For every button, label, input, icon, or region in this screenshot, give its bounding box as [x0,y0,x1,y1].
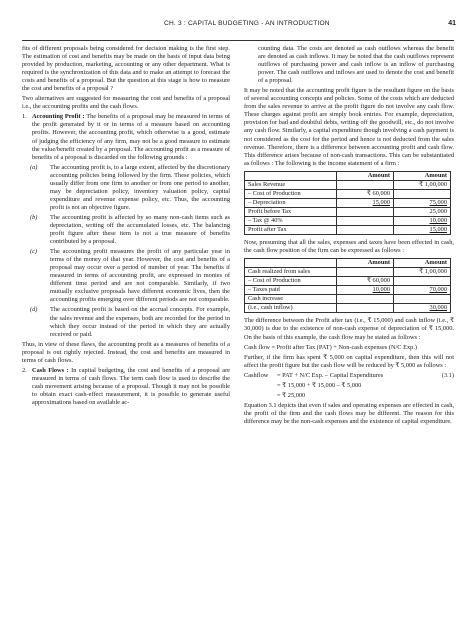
table-row [245,180,451,189]
list-item-accounting-profit [22,113,230,161]
table-cell: 15,000 [337,198,394,207]
sub-item-text: The accounting profit measures the profit of any particular year in terms of the money of that year. However, the cost and benefits of a proposal may occur over a period of number of year. The benefits if measured in terms of accounting profit, are expressed in monies of different time period and are not comparable. Similarly, if two mutually exclusive proposals have different economic lives, then the accounting profits emerging over different periods are not comparable. [50,248,230,304]
table-cell: – Taxes paid [245,286,337,295]
table-row [245,304,451,313]
table-cell: – Cost of Production [245,277,337,286]
paragraph: Thus, in view of these flaws, the accounting profit as a measures of benefits of a proposal is out rightly rejected. Instead, the cost and benefits are measured in terms of cash flows. [22,340,230,364]
table-cell [394,277,451,286]
item-number: 1. [22,113,27,121]
paragraph: Cash flow = Profit after Tax (PAT) + Non-cash expenses (N/C Exp.) [244,343,418,351]
list-item-cash-flows [22,367,230,407]
table-row [245,295,451,304]
paragraph: Further, if the firm has spent ₹ 5,000 on capital expenditure, then this will not affect the profit figure but the cash flow will be reduced by ₹ 5,000 as follows : [244,353,454,369]
table-header: Amount [394,171,451,180]
item-title: Accounting Profit : [32,113,85,121]
header-rule [22,40,454,41]
table-row [245,277,451,286]
table-cell [337,295,394,304]
equation-line: = ₹ 15,000 + ₹ 15,000 – ₹ 5,000 [277,381,362,389]
paragraph: Two alternatives are suggested for measuring the cost and benefits of a proposal i.e., the accounting profits and the cash flows. [22,95,230,111]
table-cell: 70,000 [394,286,451,295]
table-cell: ₹ 1,00,000 [394,180,451,189]
table-cell [337,225,394,234]
equation-line: = ₹ 25,000 [277,391,306,399]
table-row [245,268,451,277]
table-cell: ₹ 60,000 [337,189,394,198]
table-cell [337,207,394,216]
page-number: 41 [448,20,456,27]
item-text: The benefits of a proposal may be measured in terms of the profit generated by it or in terms of a measure based on accounting profits. However, the accounting profit, which otherwise is a good, estimate of judging the efficiency of any firm, may not be a good measure to estimate the value/benefit created by a proposal. The accounting profit as a measure of benefits of a proposal is discarded on the following grounds : [32,113,230,161]
paragraph: The difference between the Profit after tax (i.e., ₹ 15,000) and cash inflow (i.e., ₹ 30,000) is due to the existence of non-cash expense of depreciation of ₹ 15,000. On the basis of this example, the cash flow may be stated as follows : [244,317,454,341]
table-header: Amount [394,259,451,268]
equation-number: (3.1) [441,371,454,379]
table-cell: Cash realized from sales [245,268,337,277]
sub-item-d [30,306,230,338]
table-cell: Cash increase [245,295,337,304]
table-row [245,216,451,225]
table-cell: – Depreciation [245,198,337,207]
equation-text: = PAT + N/C Exp. – Capital Expenditures [277,371,384,379]
equation-block [244,372,454,400]
cash-flow-table [244,258,451,313]
table-header [245,171,337,180]
paragraph: Now, presuming that all the sales, expenses and taxes have been effected in cash, the cash flow position of the firm can be expressed as follows : [244,239,454,255]
table-cell: Sales Revenue [245,180,337,189]
table-cell: 10,000 [394,216,451,225]
table-cell: ₹ 60,000 [337,277,394,286]
sub-item-a [30,164,230,212]
table-cell [394,295,451,304]
paragraph: It may be noted that the accounting profit figure is the resultant figure on the basis of several accounting concepts and policies. Some of the costs which are deducted from the sales revenue to arrive at the profit figure do not involve any cash flow. These charges against profit are simply book entries. For example, depreciation, provision for bad and doubtful debts, writing off the goodwill, etc., do not involve any cash flow. Similarly, a capital expenditure though involving a cash payment is not considered as the cost for the period and hence is not deducted from the sales revenue. Therefore, there is a difference between accounting profit and cash flow. This difference arises because of non-cash transactions. This can be substantiated as follows : The following is the income statement of a firm : [244,87,454,167]
sub-item-text: The accounting profit is, to a large extent, affected by the discretionary accounting policies being followed by the firm. These policies, which usually differ from one firm to another or from one period to another, may be depreciation policy, inventory valuation policy, capital expenditure and revenue expense policy, etc. Thus, the accounting profit is not an objective figure. [50,163,230,211]
paragraph-continued: counting data. The costs are denoted as cash outflows whereas the benefit are denoted as cash inflows. It may be noted that the cash outflows represent outflows of purchasing power and cash inflow is an inflow of purchasing power. The cash outflows and inflows are used to denote the cost and benefit of a proposal. [258,45,454,85]
equation-line [244,372,454,380]
table-header [245,259,337,268]
right-column [244,45,454,428]
table-header: Amount [337,171,394,180]
table-cell: 10,000 [337,286,394,295]
income-statement-table [244,171,451,235]
table-cell: 25,000 [394,207,451,216]
paragraph: Equation 3.1 depicts that even if sales and operating expenses are effected in cash, the profit of the firm and the cash flows may be different. The reason for this difference may be the non-cash expenses and the existence of capital expenditure. [244,401,454,425]
table-header: Amount [337,259,394,268]
page-header [16,20,456,34]
table-cell [337,268,394,277]
item-number: 2. [22,366,27,374]
table-row [245,198,451,207]
paragraph: fits of different proposals being considered for decision making is the first step. The estimation of cost and benefits may be made on the basis of input data being provided by production, marketing, accounting or any other department. What is required is the synchronization of this data and to make an attempt to forecast the costs and benefits of a proposal. But the question at this stage is how to measure the cost and benefits of a proposal ? [22,45,230,93]
item-text: In capital budgeting, the cost and benefits of a proposal are measured in terms of cash flows. The term cash flow is used to describe the cash movement arising because of a proposal. Though it may not be possible to obtain exact cash-effect measurement, it is possible to generate useful approximations based on available ac- [32,366,230,406]
sub-item-number: (d) [30,306,38,314]
table-cell [337,304,394,313]
table-cell: Profit before Tax [245,207,337,216]
left-column [22,45,230,409]
sub-item-b [30,214,230,246]
sub-item-number: (b) [30,213,38,221]
table-cell: 75,000 [394,198,451,207]
table-cell: (i.e., cash inflow) [245,304,337,313]
table-cell: ₹ 1,00,000 [394,268,451,277]
table-row [245,286,451,295]
table-cell: 15,000 [394,225,451,234]
table-row [245,189,451,198]
sub-item-number: (a) [30,163,38,171]
table-cell: – Cost of Production [245,189,337,198]
table-cell [337,180,394,189]
table-cell: – Tax @ 40% [245,216,337,225]
table-cell [337,216,394,225]
table-cell: Profit after Tax [245,225,337,234]
table-row [245,207,451,216]
table-cell: 30,000 [394,304,451,313]
table-cell [394,189,451,198]
item-title: Cash Flows : [32,366,69,374]
chapter-title: CH. 3 : CAPITAL BUDGETING - AN INTRODUCTION [164,20,330,27]
table-row [245,225,451,234]
equation-label: Cashflow [244,371,269,379]
sub-item-text: The accounting profit is affected by so many non-cash items such as depreciation, writing off the accumulated losses, etc. The balancing profit figure after these item is not a true measure of benefits contributed by a proposal. [50,213,230,246]
sub-item-text: The accounting profit is based on the accrual concepts. For example, the sales revenue and the expenses, both are recorded for the period in which they occur instead of the period in which they are actually received or paid. [50,306,230,338]
sub-item-c [30,248,230,304]
sub-item-number: (c) [30,248,38,256]
